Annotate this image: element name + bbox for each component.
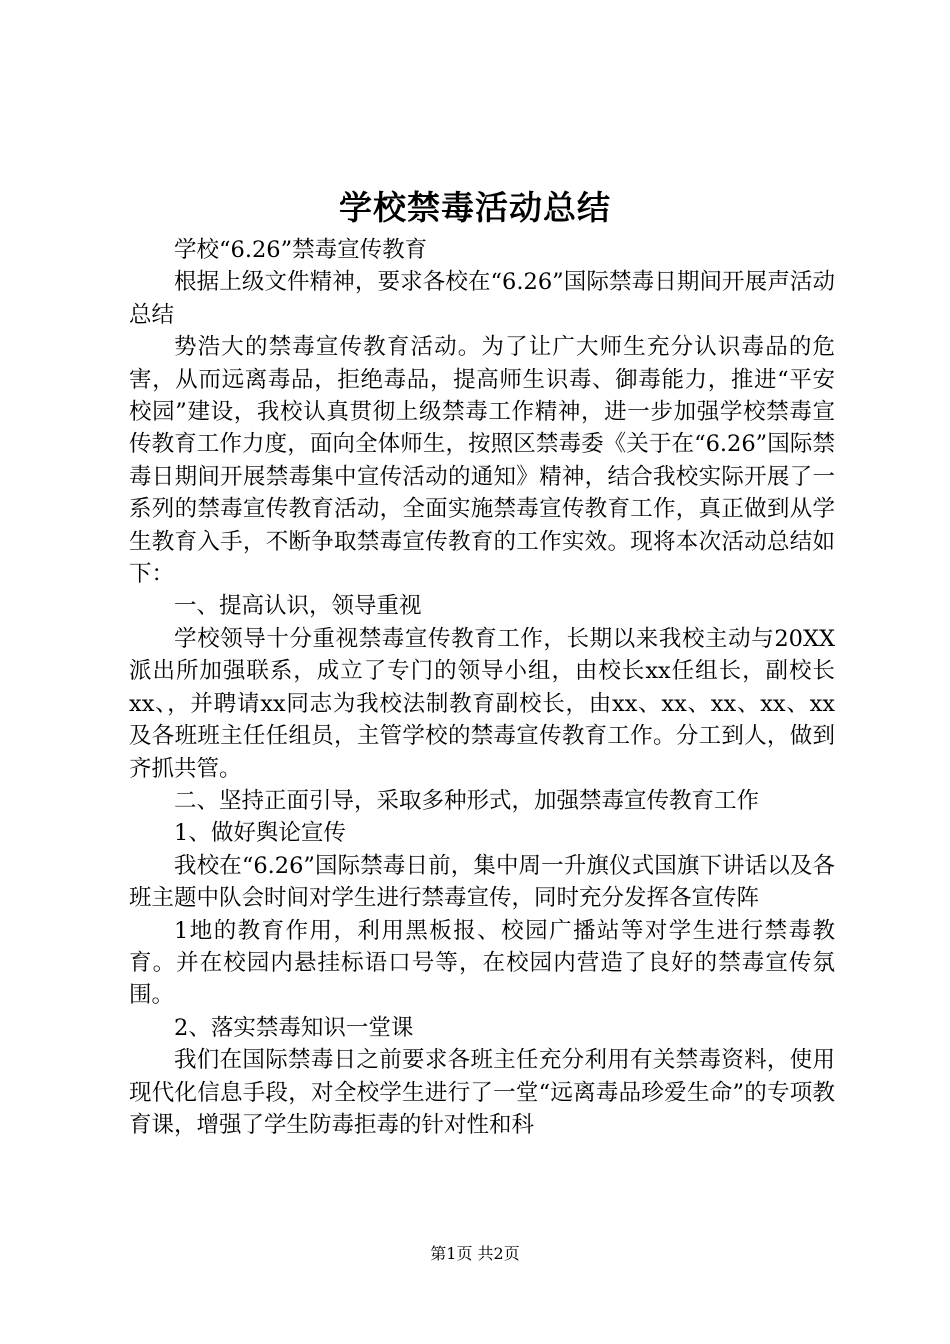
paragraph: 根据上级文件精神，要求各校在“6.26”国际禁毒日期间开展声活动总结 <box>129 269 835 328</box>
page-number-footer: 第1页 共2页 <box>430 1244 520 1263</box>
paragraph: 学校领导十分重视禁毒宣传教育工作，长期以来我校主动与20XX派出所加强联系，成立了专门的领导小组，由校长xx任组长，副校长xx、，并聘请xx同志为我校法制教育副校长，由xx、xx、xx、xx、xx及各班班主任任组员，主管学校的禁毒宣传教育工作。分工到人，做到齐抓共管。 <box>129 625 835 782</box>
paragraph: 学校“6.26”禁毒宣传教育 <box>174 237 428 263</box>
paragraph: 1地的教育作用，利用黑板报、校园广播站等对学生进行禁毒教育。并在校园内悬挂标语口号等，在校园内营造了良好的禁毒宣传氛围。 <box>129 917 835 1009</box>
document-title: 学校禁毒活动总结 <box>339 188 611 227</box>
paragraph: 势浩大的禁毒宣传教育活动。为了让广大师生充分认识毒品的危害，从而远离毒品，拒绝毒品，提高师生识毒、御毒能力，推进“平安校园”建设，我校认真贯彻上级禁毒工作精神，进一步加强学校禁毒宣传教育工作力度，面向全体师生，按照区禁毒委《关于在“6.26”国际禁毒日期间开展禁毒集中宣传活动的通知》精神，结合我校实际开展了一系列的禁毒宣传教育活动，全面实施禁毒宣传教育工作，真正做到从学生教育入手，不断争取禁毒宣传教育的工作实效。现将本次活动总结如下： <box>129 334 835 588</box>
section-heading: 一、提高认识，领导重视 <box>174 593 422 620</box>
document-body <box>129 234 835 1141</box>
section-heading: 二、坚持正面引导，采取多种形式，加强禁毒宣传教育工作 <box>174 787 760 814</box>
subsection-heading: 1、做好舆论宣传 <box>174 820 346 847</box>
subsection-heading: 2、落实禁毒知识一堂课 <box>174 1014 414 1041</box>
paragraph: 我校在“6.26”国际禁毒日前，集中周一升旗仪式国旗下讲话以及各班主题中队会时间对学生进行禁毒宣传，同时充分发挥各宣传阵 <box>129 852 835 912</box>
paragraph: 我们在国际禁毒日之前要求各班主任充分利用有关禁毒资料，使用现代化信息手段，对全校学生进行了一堂“远离毒品珍爱生命”的专项教育课，增强了学生防毒拒毒的针对性和科 <box>129 1047 835 1138</box>
